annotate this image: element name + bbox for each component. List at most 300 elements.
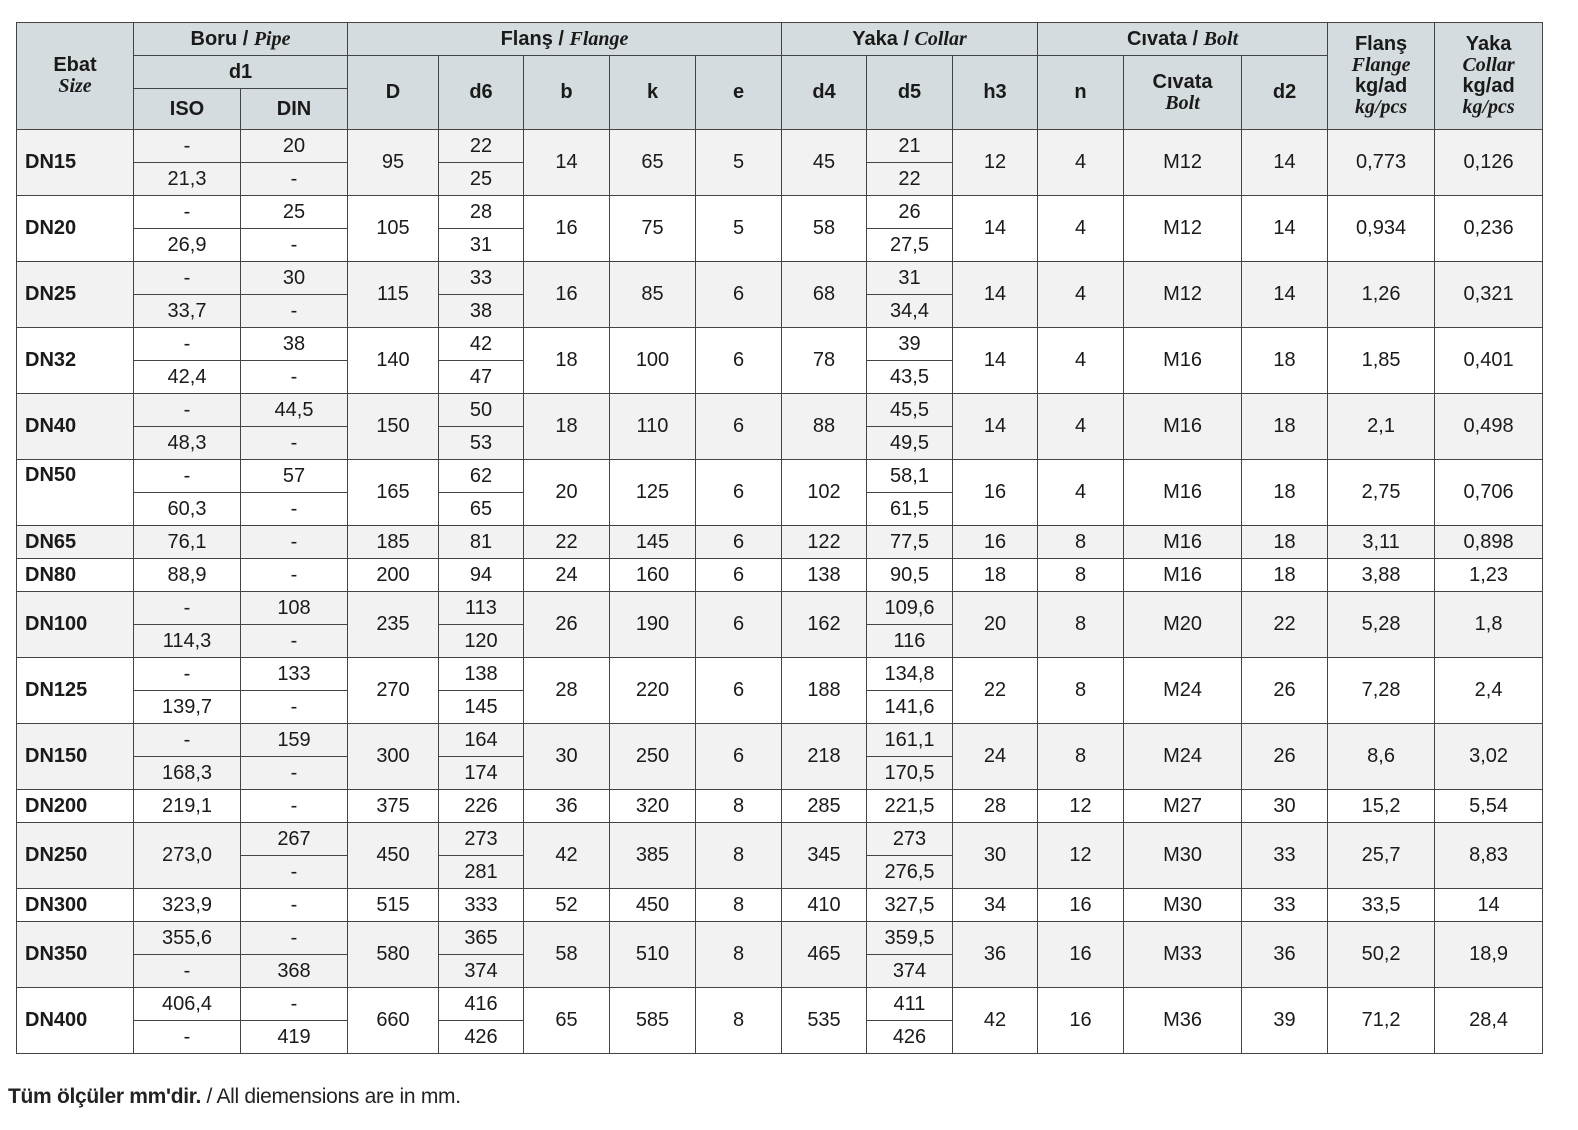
table-cell: 20	[241, 130, 348, 163]
col-d2-header: d2	[1242, 56, 1328, 130]
collar-weight-label: Collar	[1462, 54, 1515, 76]
table-cell: 78	[782, 328, 867, 394]
table-cell: 6	[696, 262, 782, 328]
table-cell: 18	[524, 394, 610, 460]
table-cell: 26,9	[134, 229, 241, 262]
table-cell: 16	[1038, 889, 1124, 922]
table-cell: 165	[348, 460, 439, 526]
table-cell: 221,5	[867, 790, 953, 823]
table-cell: 18	[1242, 394, 1328, 460]
table-cell: -	[134, 460, 241, 493]
table-cell: 42,4	[134, 361, 241, 394]
table-cell: 28	[439, 196, 524, 229]
table-cell: 33	[1242, 889, 1328, 922]
table-cell: 30	[953, 823, 1038, 889]
table-cell: -	[241, 493, 348, 526]
table-cell: 6	[696, 559, 782, 592]
table-cell: 406,4	[134, 988, 241, 1021]
table-cell: 5	[696, 130, 782, 196]
table-cell: 30	[524, 724, 610, 790]
flange-weight-label: Flange	[1351, 54, 1411, 76]
table-cell: 22	[953, 658, 1038, 724]
table-cell: -	[241, 361, 348, 394]
size-label: Size	[58, 75, 92, 97]
table-cell: 122	[782, 526, 867, 559]
table-cell: 250	[610, 724, 696, 790]
table-cell: 585	[610, 988, 696, 1054]
table-cell: 34	[953, 889, 1038, 922]
table-cell: 16	[953, 526, 1038, 559]
table-cell: M20	[1124, 592, 1242, 658]
table-cell: 16	[524, 196, 610, 262]
bolt-label: Bolt	[1203, 27, 1239, 50]
table-cell: 48,3	[134, 427, 241, 460]
table-cell: 81	[439, 526, 524, 559]
table-cell: 159	[241, 724, 348, 757]
table-row	[17, 922, 1543, 955]
table-cell: 0,706	[1435, 460, 1543, 526]
table-cell: 416	[439, 988, 524, 1021]
table-cell: M33	[1124, 922, 1242, 988]
table-cell: M16	[1124, 394, 1242, 460]
col-n-header: n	[1038, 56, 1124, 130]
table-cell: -	[241, 988, 348, 1021]
table-cell: 368	[241, 955, 348, 988]
col-d5-header: d5	[867, 56, 953, 130]
table-cell: 411	[867, 988, 953, 1021]
table-cell: 145	[610, 526, 696, 559]
table-cell: -	[134, 394, 241, 427]
table-cell: -	[134, 328, 241, 361]
col-h3-header: h3	[953, 56, 1038, 130]
table-cell: 8	[696, 988, 782, 1054]
table-row	[17, 196, 1543, 229]
table-cell: 18	[1242, 526, 1328, 559]
table-cell: 218	[782, 724, 867, 790]
table-cell: -	[241, 229, 348, 262]
table-cell: 273,0	[134, 823, 241, 889]
table-cell: -	[241, 856, 348, 889]
kgad-label: kg/ad	[1354, 75, 1408, 97]
table-cell: 8	[696, 922, 782, 988]
table-cell: 88	[782, 394, 867, 460]
table-cell: 58	[782, 196, 867, 262]
table-cell: -	[241, 295, 348, 328]
footnote-rest: / All diemensions are in mm.	[201, 1085, 461, 1108]
table-row	[17, 889, 1543, 922]
table-cell: DN100	[17, 592, 134, 658]
footnote-bold: Tüm ölçüler mm'dir.	[8, 1085, 202, 1108]
table-cell: 162	[782, 592, 867, 658]
table-cell: 333	[439, 889, 524, 922]
table-cell: 22	[1242, 592, 1328, 658]
table-cell: 133	[241, 658, 348, 691]
table-cell: 14	[1435, 889, 1543, 922]
table-cell: 20	[524, 460, 610, 526]
table-cell: 6	[696, 592, 782, 658]
d1-header: d1	[134, 56, 348, 89]
col-k-header: k	[610, 56, 696, 130]
flans-label: Flanş	[500, 27, 553, 50]
table-cell: M16	[1124, 328, 1242, 394]
table-cell: 25	[241, 196, 348, 229]
yaka-weight-label: Yaka	[1465, 33, 1512, 55]
table-cell: M30	[1124, 823, 1242, 889]
table-cell: -	[241, 625, 348, 658]
table-cell: 30	[1242, 790, 1328, 823]
table-cell: 140	[348, 328, 439, 394]
table-cell: M12	[1124, 130, 1242, 196]
table-row	[17, 823, 1543, 856]
table-cell: 3,88	[1328, 559, 1435, 592]
table-cell: 375	[348, 790, 439, 823]
table-cell: 168,3	[134, 757, 241, 790]
table-cell: 219,1	[134, 790, 241, 823]
col-collar-weight-header	[1435, 23, 1543, 130]
table-cell: 45	[782, 130, 867, 196]
table-cell: -	[241, 757, 348, 790]
table-cell: 273	[867, 823, 953, 856]
table-cell: 42	[524, 823, 610, 889]
table-cell: 374	[439, 955, 524, 988]
table-cell: DN300	[17, 889, 134, 922]
table-cell: 58,1	[867, 460, 953, 493]
sep: /	[552, 27, 570, 50]
table-cell: 22	[867, 163, 953, 196]
table-cell: 8	[696, 889, 782, 922]
table-cell: 0,934	[1328, 196, 1435, 262]
table-row	[17, 724, 1543, 757]
boru-label: Boru	[190, 27, 238, 50]
table-cell: DN15	[17, 130, 134, 196]
table-cell: M12	[1124, 262, 1242, 328]
table-cell: DN200	[17, 790, 134, 823]
table-cell: 426	[439, 1021, 524, 1054]
table-cell: 355,6	[134, 922, 241, 955]
table-cell: -	[241, 922, 348, 955]
collar-label: Collar	[914, 27, 967, 50]
col-size-header	[17, 23, 134, 130]
table-cell: 160	[610, 559, 696, 592]
table-cell: 22	[524, 526, 610, 559]
table-cell: 39	[867, 328, 953, 361]
table-cell: -	[241, 526, 348, 559]
col-d4-header: d4	[782, 56, 867, 130]
table-cell: 120	[439, 625, 524, 658]
table-cell: M24	[1124, 724, 1242, 790]
group-bolt-header	[1038, 23, 1328, 56]
sep: /	[237, 27, 254, 50]
table-cell: 174	[439, 757, 524, 790]
table-cell: 8	[1038, 526, 1124, 559]
col-din-header: DIN	[241, 89, 348, 130]
table-cell: 60,3	[134, 493, 241, 526]
table-cell: M16	[1124, 559, 1242, 592]
table-cell: 33,7	[134, 295, 241, 328]
table-cell: 12	[1038, 790, 1124, 823]
col-d6-header: d6	[439, 56, 524, 130]
table-cell: 24	[953, 724, 1038, 790]
table-cell: M12	[1124, 196, 1242, 262]
table-cell: 52	[524, 889, 610, 922]
table-cell: -	[134, 955, 241, 988]
table-cell: 36	[953, 922, 1038, 988]
table-cell: 1,8	[1435, 592, 1543, 658]
table-cell: 28	[524, 658, 610, 724]
table-cell: -	[241, 790, 348, 823]
table-cell: 88,9	[134, 559, 241, 592]
table-cell: 50,2	[1328, 922, 1435, 988]
table-cell: 18	[953, 559, 1038, 592]
table-cell: 4	[1038, 394, 1124, 460]
table-cell: -	[134, 1021, 241, 1054]
table-cell: -	[134, 130, 241, 163]
sep: /	[1187, 27, 1204, 50]
table-cell: 25,7	[1328, 823, 1435, 889]
group-flange-header	[348, 23, 782, 56]
table-cell: 535	[782, 988, 867, 1054]
table-row	[17, 328, 1543, 361]
table-cell: 105	[348, 196, 439, 262]
table-cell: 65	[610, 130, 696, 196]
table-cell: 4	[1038, 262, 1124, 328]
table-cell: 12	[1038, 823, 1124, 889]
pipe-label: Pipe	[253, 27, 291, 50]
table-cell: 18	[1242, 460, 1328, 526]
table-cell: 8	[696, 823, 782, 889]
table-cell: 21	[867, 130, 953, 163]
col-D-header: D	[348, 56, 439, 130]
table-cell: 26	[1242, 658, 1328, 724]
table-row	[17, 130, 1543, 163]
col-b-header: b	[524, 56, 610, 130]
table-cell: 0,321	[1435, 262, 1543, 328]
table-cell: 26	[867, 196, 953, 229]
col-bolt-header	[1124, 56, 1242, 130]
table-cell: 27,5	[867, 229, 953, 262]
table-cell: 14	[1242, 262, 1328, 328]
table-cell: 49,5	[867, 427, 953, 460]
yaka-label: Yaka	[852, 27, 898, 50]
table-cell: 85	[610, 262, 696, 328]
table-cell: 58	[524, 922, 610, 988]
table-cell: 18	[1242, 559, 1328, 592]
table-cell: 8	[1038, 559, 1124, 592]
table-cell: M30	[1124, 889, 1242, 922]
table-cell: DN40	[17, 394, 134, 460]
table-cell: -	[134, 196, 241, 229]
table-cell: 580	[348, 922, 439, 988]
table-cell: 323,9	[134, 889, 241, 922]
table-cell: 14	[1242, 196, 1328, 262]
kgpcs-label: kg/pcs	[1462, 96, 1515, 118]
table-cell: 0,773	[1328, 130, 1435, 196]
table-cell: DN20	[17, 196, 134, 262]
table-cell: 71,2	[1328, 988, 1435, 1054]
table-cell: 5	[696, 196, 782, 262]
table-cell: 385	[610, 823, 696, 889]
table-cell: 20	[953, 592, 1038, 658]
table-cell: 26	[1242, 724, 1328, 790]
table-cell: 16	[953, 460, 1038, 526]
table-cell: 410	[782, 889, 867, 922]
table-cell: 16	[1038, 988, 1124, 1054]
table-cell: 18	[1242, 328, 1328, 394]
table-cell: 50	[439, 394, 524, 427]
table-cell: 36	[1242, 922, 1328, 988]
table-cell: 14	[953, 394, 1038, 460]
table-cell: 28	[953, 790, 1038, 823]
table-cell: 6	[696, 394, 782, 460]
table-cell: 42	[439, 328, 524, 361]
table-cell: 267	[241, 823, 348, 856]
table-cell: 2,75	[1328, 460, 1435, 526]
table-cell: 134,8	[867, 658, 953, 691]
table-cell: 4	[1038, 328, 1124, 394]
table-row	[17, 592, 1543, 625]
table-cell: 38	[241, 328, 348, 361]
table-cell: 359,5	[867, 922, 953, 955]
table-cell: 1,23	[1435, 559, 1543, 592]
table-cell: 327,5	[867, 889, 953, 922]
table-cell: 108	[241, 592, 348, 625]
table-cell: 0,126	[1435, 130, 1543, 196]
table-cell: 115	[348, 262, 439, 328]
table-cell: -	[134, 724, 241, 757]
table-cell: 419	[241, 1021, 348, 1054]
col-flange-weight-header	[1328, 23, 1435, 130]
table-cell: 100	[610, 328, 696, 394]
table-row	[17, 394, 1543, 427]
table-cell: 450	[610, 889, 696, 922]
sep: /	[897, 27, 915, 50]
table-cell: 75	[610, 196, 696, 262]
table-cell: 62	[439, 460, 524, 493]
table-cell: 3,02	[1435, 724, 1543, 790]
table-cell: DN150	[17, 724, 134, 790]
table-cell: M36	[1124, 988, 1242, 1054]
bolt-sub-label: Bolt	[1165, 91, 1200, 114]
table-cell: 138	[782, 559, 867, 592]
table-cell: -	[134, 592, 241, 625]
table-cell: 21,3	[134, 163, 241, 196]
table-cell: 90,5	[867, 559, 953, 592]
table-cell: 6	[696, 526, 782, 559]
table-cell: 365	[439, 922, 524, 955]
table-header	[17, 23, 1543, 130]
table-cell: 8	[1038, 658, 1124, 724]
table-row	[17, 526, 1543, 559]
table-cell: 270	[348, 658, 439, 724]
table-cell: 515	[348, 889, 439, 922]
table-row	[17, 460, 1543, 493]
table-cell: 18,9	[1435, 922, 1543, 988]
table-cell: 109,6	[867, 592, 953, 625]
table-cell: 6	[696, 328, 782, 394]
table-body	[17, 130, 1543, 1054]
table-cell: 2,1	[1328, 394, 1435, 460]
table-cell: 426	[867, 1021, 953, 1054]
table-cell: 47	[439, 361, 524, 394]
kgpcs-label: kg/pcs	[1354, 96, 1408, 118]
table-cell: 5,54	[1435, 790, 1543, 823]
table-cell: -	[241, 427, 348, 460]
table-cell: DN250	[17, 823, 134, 889]
table-cell: 31	[439, 229, 524, 262]
table-cell: 24	[524, 559, 610, 592]
group-pipe-header	[134, 23, 348, 56]
table-cell: 16	[1038, 922, 1124, 988]
table-cell: 138	[439, 658, 524, 691]
table-cell: 4	[1038, 130, 1124, 196]
col-e-header: e	[696, 56, 782, 130]
table-cell: 7,28	[1328, 658, 1435, 724]
table-cell: 465	[782, 922, 867, 988]
table-cell: DN25	[17, 262, 134, 328]
table-cell: 0,498	[1435, 394, 1543, 460]
table-cell: -	[134, 658, 241, 691]
table-cell: 4	[1038, 196, 1124, 262]
civata-sub-label: Cıvata	[1152, 70, 1213, 93]
table-cell: 450	[348, 823, 439, 889]
table-cell: 15,2	[1328, 790, 1435, 823]
table-cell: 170,5	[867, 757, 953, 790]
table-cell: 150	[348, 394, 439, 460]
flans-weight-label: Flanş	[1354, 33, 1408, 55]
table-cell: 18	[524, 328, 610, 394]
table-cell: 8	[1038, 592, 1124, 658]
table-cell: 5,28	[1328, 592, 1435, 658]
table-cell: -	[134, 262, 241, 295]
table-cell: 185	[348, 526, 439, 559]
table-cell: 200	[348, 559, 439, 592]
table-cell: 300	[348, 724, 439, 790]
table-cell: M16	[1124, 526, 1242, 559]
table-cell: 510	[610, 922, 696, 988]
group-collar-header	[782, 23, 1038, 56]
table-cell: M16	[1124, 460, 1242, 526]
table-cell: 161,1	[867, 724, 953, 757]
table-cell: 77,5	[867, 526, 953, 559]
table-cell: 345	[782, 823, 867, 889]
table-cell: 190	[610, 592, 696, 658]
col-iso-header: ISO	[134, 89, 241, 130]
table-cell: 2,4	[1435, 658, 1543, 724]
table-cell: DN80	[17, 559, 134, 592]
table-cell: 125	[610, 460, 696, 526]
table-cell: 61,5	[867, 493, 953, 526]
table-cell: 8,83	[1435, 823, 1543, 889]
table-cell: 374	[867, 955, 953, 988]
kgad-label: kg/ad	[1462, 75, 1515, 97]
table-cell: 276,5	[867, 856, 953, 889]
table-cell: -	[241, 691, 348, 724]
table-cell: 139,7	[134, 691, 241, 724]
table-row	[17, 658, 1543, 691]
table-cell: 25	[439, 163, 524, 196]
table-cell: 14	[1242, 130, 1328, 196]
table-cell: 44,5	[241, 394, 348, 427]
flange-dimensions-table	[16, 22, 1543, 1054]
table-cell: 45,5	[867, 394, 953, 427]
table-cell: 22	[439, 130, 524, 163]
table-cell: 320	[610, 790, 696, 823]
civata-label: Cıvata	[1126, 27, 1187, 50]
footnote	[8, 1085, 461, 1109]
table-cell: 43,5	[867, 361, 953, 394]
table-row	[17, 559, 1543, 592]
table-cell: 12	[953, 130, 1038, 196]
